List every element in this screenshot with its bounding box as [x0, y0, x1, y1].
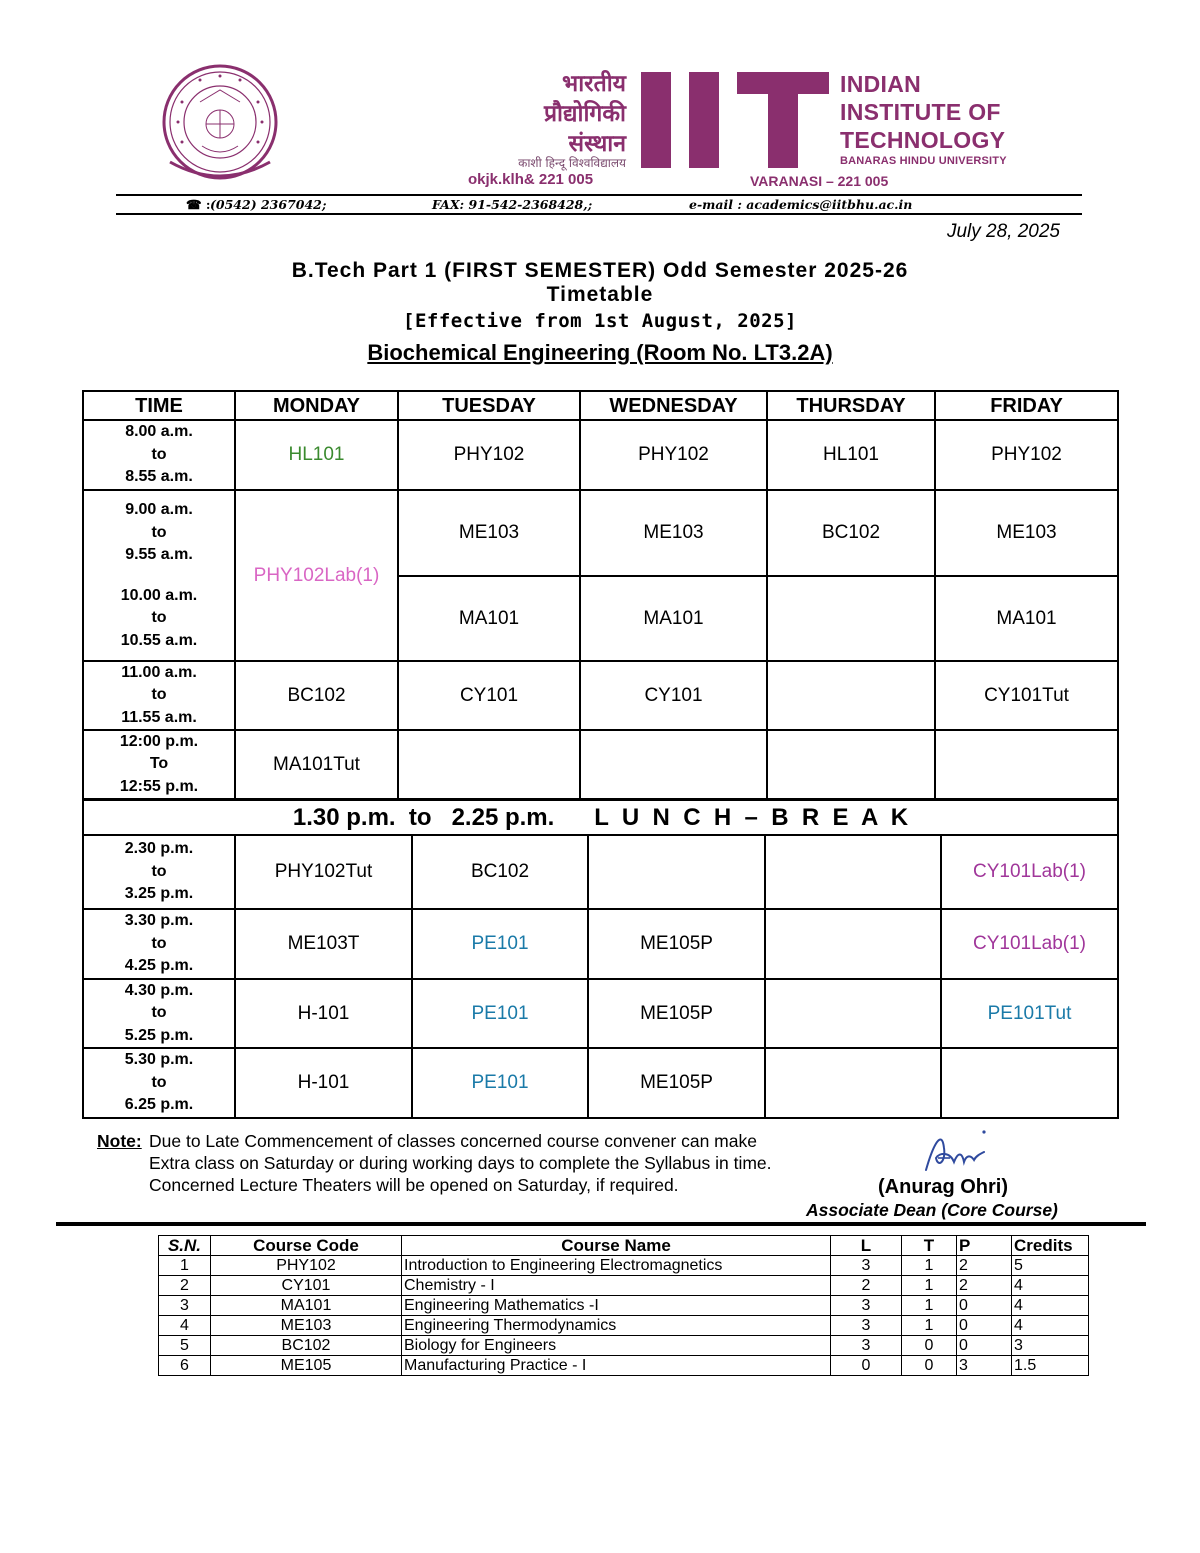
cell-t: 0 [902, 1336, 957, 1356]
document-date: July 28, 2025 [946, 221, 1060, 242]
class-cell [581, 731, 766, 798]
note-text [149, 1130, 869, 1196]
class-cell: BC102 [470, 861, 530, 882]
time-from: 12:00 p.m. [119, 732, 199, 750]
cell-t: 1 [902, 1316, 957, 1336]
time-until: 12:55 p.m. [119, 777, 199, 795]
cell-p: 3 [957, 1356, 1012, 1376]
class-cell: H-101 [297, 1002, 350, 1024]
time-from: 5.30 p.m. [124, 1051, 194, 1069]
time-from: 9.00 a.m. [125, 501, 193, 519]
class-cell [768, 731, 934, 798]
header-time: TIME [135, 394, 183, 417]
header-monday: MONDAY [272, 394, 361, 417]
time-slot [84, 910, 234, 978]
class-cell: CY101Tut [984, 684, 1069, 706]
header-tuesday: TUESDAY [442, 394, 536, 417]
class-cell: PHY102 [991, 444, 1062, 465]
cell-credits: 4 [1012, 1316, 1089, 1336]
iit-logo-mark [641, 72, 829, 168]
cell-code: CY101 [211, 1276, 402, 1296]
time-to: to [151, 1073, 167, 1091]
time-slot [84, 421, 234, 489]
note-line: Extra class on Saturday or during working days to complete the Syllabus in time. [149, 1153, 772, 1173]
contact-row [186, 197, 1026, 213]
class-cell: ME105P [640, 933, 713, 954]
class-cell: PE101 [471, 933, 529, 954]
class-cell [942, 1049, 1117, 1117]
class-cell: MA101 [996, 607, 1057, 629]
institute-name-hindi-line1: भारतीय [562, 71, 626, 97]
time-from: 8.00 a.m. [125, 423, 193, 441]
class-cell [766, 980, 940, 1047]
cell-credits: 5 [1012, 1256, 1089, 1276]
cell-t: 1 [902, 1256, 957, 1276]
class-cell: MA101Tut [273, 753, 360, 775]
cell-l: 2 [831, 1276, 902, 1296]
time-to: to [151, 1004, 167, 1022]
class-cell: MA101 [458, 607, 520, 629]
col-p: P [957, 1236, 1012, 1256]
class-cell: HL101 [288, 444, 345, 465]
cell-credits: 1.5 [1012, 1356, 1089, 1376]
class-cell [766, 910, 940, 978]
phone-number: (0542) 2367042; [210, 197, 327, 212]
time-slot [84, 491, 234, 575]
cell-name: Biology for Engineers [402, 1336, 831, 1356]
class-cell-merged: PHY102Lab(1) [253, 564, 380, 586]
col-course-code: Course Code [211, 1236, 402, 1256]
note-line: Due to Late Commencement of classes concerned course convener can make [149, 1131, 757, 1151]
cell-t: 1 [902, 1296, 957, 1316]
class-cell: CY101 [644, 684, 703, 706]
cell-code: ME103 [211, 1316, 402, 1336]
class-cell [768, 662, 934, 729]
time-from: 3.30 p.m. [124, 912, 194, 930]
document-subtitle: Timetable [546, 283, 654, 306]
class-cell [766, 1049, 940, 1117]
time-until: 11.55 a.m. [121, 708, 197, 726]
lunch-break-row [84, 801, 1117, 834]
cell-credits: 4 [1012, 1296, 1089, 1316]
time-from: 4.30 p.m. [124, 981, 194, 999]
header-thursday: THURSDAY [796, 394, 906, 417]
institute-seal-logo [160, 62, 280, 190]
note-label: Note: [97, 1131, 142, 1151]
cell-l: 0 [831, 1356, 902, 1376]
col-course-name: Course Name [402, 1236, 831, 1256]
time-slot [84, 731, 234, 798]
cell-code: ME105 [211, 1356, 402, 1376]
cell-t: 1 [902, 1276, 957, 1296]
class-cell: BC102 [821, 522, 881, 543]
note-line: Concerned Lecture Theaters will be opened on Saturday, if required. [149, 1175, 679, 1195]
time-until: 4.25 p.m. [124, 957, 194, 975]
cell-serial: 3 [159, 1296, 211, 1316]
class-cell: PHY102Tut [274, 861, 373, 882]
time-slot [84, 577, 234, 660]
time-slot [84, 980, 234, 1047]
class-cell: PE101 [471, 1002, 529, 1024]
table-row [159, 1296, 1089, 1316]
course-table [158, 1235, 1089, 1376]
section-divider [56, 1222, 1146, 1226]
cell-p: 2 [957, 1256, 1012, 1276]
class-cell: ME103 [643, 522, 704, 543]
class-cell [768, 577, 934, 660]
signatory-name: (Anurag Ohri) [878, 1176, 1008, 1198]
time-until: 10.55 a.m. [120, 631, 198, 649]
cell-name: Chemistry - I [402, 1276, 831, 1296]
class-cell [766, 836, 940, 908]
cell-t: 0 [902, 1356, 957, 1376]
time-slot [84, 1049, 234, 1117]
cell-serial: 1 [159, 1256, 211, 1276]
cell-p: 0 [957, 1336, 1012, 1356]
cell-serial: 5 [159, 1336, 211, 1356]
institute-name-line3: TECHNOLOGY [840, 127, 1006, 153]
cell-name: Introduction to Engineering Electromagnetics [402, 1256, 831, 1276]
cell-name: Engineering Thermodynamics [402, 1316, 831, 1336]
class-cell: H-101 [297, 1072, 350, 1093]
class-cell: ME105P [640, 1002, 713, 1024]
time-from: 10.00 a.m. [120, 586, 198, 604]
class-cell: ME105P [640, 1072, 713, 1093]
cell-l: 3 [831, 1256, 902, 1276]
email-address[interactable]: e-mail : academics@iitbhu.ac.in [689, 197, 913, 212]
class-cell: PHY102 [638, 444, 709, 465]
table-row [159, 1356, 1089, 1376]
cell-p: 0 [957, 1296, 1012, 1316]
class-cell: PHY102 [453, 444, 525, 465]
class-cell: PE101 [471, 1072, 529, 1093]
time-to: to [151, 934, 167, 952]
class-cell: ME103 [458, 522, 520, 543]
cell-l: 3 [831, 1336, 902, 1356]
header-wednesday: WEDNESDAY [609, 394, 738, 417]
class-cell [936, 731, 1117, 798]
col-serial: S.N. [159, 1236, 211, 1256]
fax-number: FAX: 91-542-2368428,; [432, 197, 593, 212]
university-name: BANARAS HINDU UNIVERSITY [840, 155, 1007, 167]
time-from: 2.30 p.m. [124, 840, 194, 858]
document-title: B.Tech Part 1 (FIRST SEMESTER) Odd Semester 2025-26 [291, 259, 909, 282]
header-friday: FRIDAY [990, 394, 1063, 417]
col-t: T [902, 1236, 957, 1256]
signatory-designation: Associate Dean (Core Course) [806, 1200, 1058, 1220]
cell-credits: 3 [1012, 1336, 1089, 1356]
lunch-break-label: 1.30 p.m. to 2.25 p.m. L U N C H – B R E A K [292, 803, 909, 831]
class-cell: CY101Lab(1) [972, 861, 1087, 882]
cell-code: BC102 [211, 1336, 402, 1356]
time-until: 8.55 a.m. [125, 468, 193, 486]
class-cell: BC102 [287, 684, 346, 706]
phone-icon: ☎ : [186, 197, 211, 212]
class-cell: ME103T [287, 933, 360, 954]
cell-l: 3 [831, 1316, 902, 1336]
cell-credits: 4 [1012, 1276, 1089, 1296]
table-row [159, 1256, 1089, 1276]
effective-date: [Effective from 1st August, 2025] [403, 310, 797, 332]
department-heading: Biochemical Engineering (Room No. LT3.2A) [367, 340, 833, 365]
time-to: To [149, 755, 169, 773]
class-cell: CY101Lab(1) [972, 933, 1087, 954]
cell-name: Manufacturing Practice - I [402, 1356, 831, 1376]
institute-name-line2: INSTITUTE OF [840, 99, 1001, 125]
time-to: to [151, 609, 167, 627]
cell-serial: 4 [159, 1316, 211, 1336]
table-row [159, 1316, 1089, 1336]
university-name-hindi: काशी हिन्दू विश्वविद्यालय [518, 156, 626, 170]
cell-p: 2 [957, 1276, 1012, 1296]
cell-name: Engineering Mathematics -I [402, 1296, 831, 1316]
time-from: 11.00 a.m. [121, 663, 197, 681]
time-until: 9.55 a.m. [125, 546, 193, 564]
course-table-header [159, 1236, 1089, 1256]
institute-name-line1: INDIAN [840, 71, 922, 97]
letterhead-rule-bottom [116, 213, 1082, 215]
cell-l: 3 [831, 1296, 902, 1316]
letterhead-rule-top [116, 194, 1082, 196]
class-cell [589, 836, 764, 908]
time-to: to [151, 862, 167, 880]
table-row [159, 1336, 1089, 1356]
time-to: to [151, 445, 167, 463]
cell-p: 0 [957, 1316, 1012, 1336]
time-to: to [151, 523, 167, 541]
address-english: VARANASI – 221 005 [750, 173, 889, 189]
class-cell [399, 731, 579, 798]
time-until: 3.25 p.m. [124, 885, 194, 903]
cell-serial: 6 [159, 1356, 211, 1376]
time-until: 5.25 p.m. [124, 1026, 194, 1044]
address-hindi: okjk.klh& 221 005 [468, 171, 594, 188]
handwritten-signature [920, 1122, 990, 1178]
cell-serial: 2 [159, 1276, 211, 1296]
col-credits: Credits [1012, 1236, 1089, 1256]
time-to: to [151, 686, 167, 704]
class-cell: ME103 [996, 522, 1057, 543]
class-cell: CY101 [459, 684, 519, 706]
time-slot [84, 836, 234, 908]
cell-code: PHY102 [211, 1256, 402, 1276]
institute-name-hindi-line2: प्रौद्योगिकी [543, 101, 626, 127]
cell-code: MA101 [211, 1296, 402, 1316]
timetable-grid [82, 390, 1119, 1119]
institute-name-hindi-line3: संस्थान [568, 131, 626, 157]
time-until: 6.25 p.m. [124, 1096, 194, 1114]
col-l: L [831, 1236, 902, 1256]
table-row [159, 1276, 1089, 1296]
class-cell: PE101Tut [987, 1002, 1072, 1024]
class-cell: HL101 [823, 444, 879, 465]
time-slot [84, 662, 234, 729]
class-cell: MA101 [643, 607, 704, 629]
